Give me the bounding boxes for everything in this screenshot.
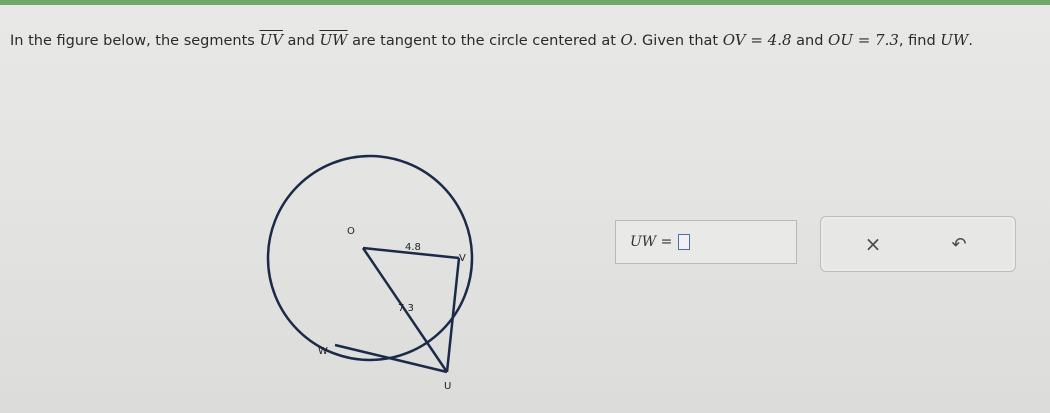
problem-statement (10, 30, 1040, 51)
label-o: O (347, 226, 355, 237)
close-icon: × (864, 232, 882, 256)
problem-text-7: . (968, 33, 973, 49)
undo-icon: ↶ (951, 233, 967, 255)
clear-button[interactable] (857, 229, 889, 259)
label-ou-length: 7.3 (398, 303, 414, 314)
given-ov: OV = 4.8 (722, 31, 792, 49)
label-u: U (444, 381, 452, 392)
action-panel (820, 216, 1016, 272)
tangent-circle-diagram (255, 140, 485, 400)
problem-text-1: In the figure below, the segments (10, 33, 260, 49)
answer-label: UW = (630, 234, 673, 250)
problem-text-2: and (282, 33, 320, 49)
tangent-uv-line (447, 258, 459, 372)
label-ov-length: 4.8 (405, 242, 421, 253)
answer-area (615, 220, 797, 264)
answer-input[interactable] (678, 234, 690, 250)
problem-text-4: . Given that (632, 33, 723, 49)
label-w: W (318, 346, 328, 357)
top-accent-bar (0, 0, 1050, 5)
problem-text-3: are tangent to the circle centered at (347, 33, 621, 49)
problem-text-6: , find (898, 33, 941, 49)
segment-uv: $\overline{UV}$ (259, 31, 283, 49)
problem-text-5: and (791, 33, 829, 49)
label-v: V (459, 253, 466, 264)
given-ou: OU = 7.3 (828, 31, 899, 49)
target-segment: UW (940, 31, 969, 49)
segment-uw: $\overline{UW}$ (319, 31, 348, 49)
center-name: O (620, 31, 633, 49)
undo-button[interactable] (943, 229, 975, 259)
geometry-figure (255, 140, 485, 400)
